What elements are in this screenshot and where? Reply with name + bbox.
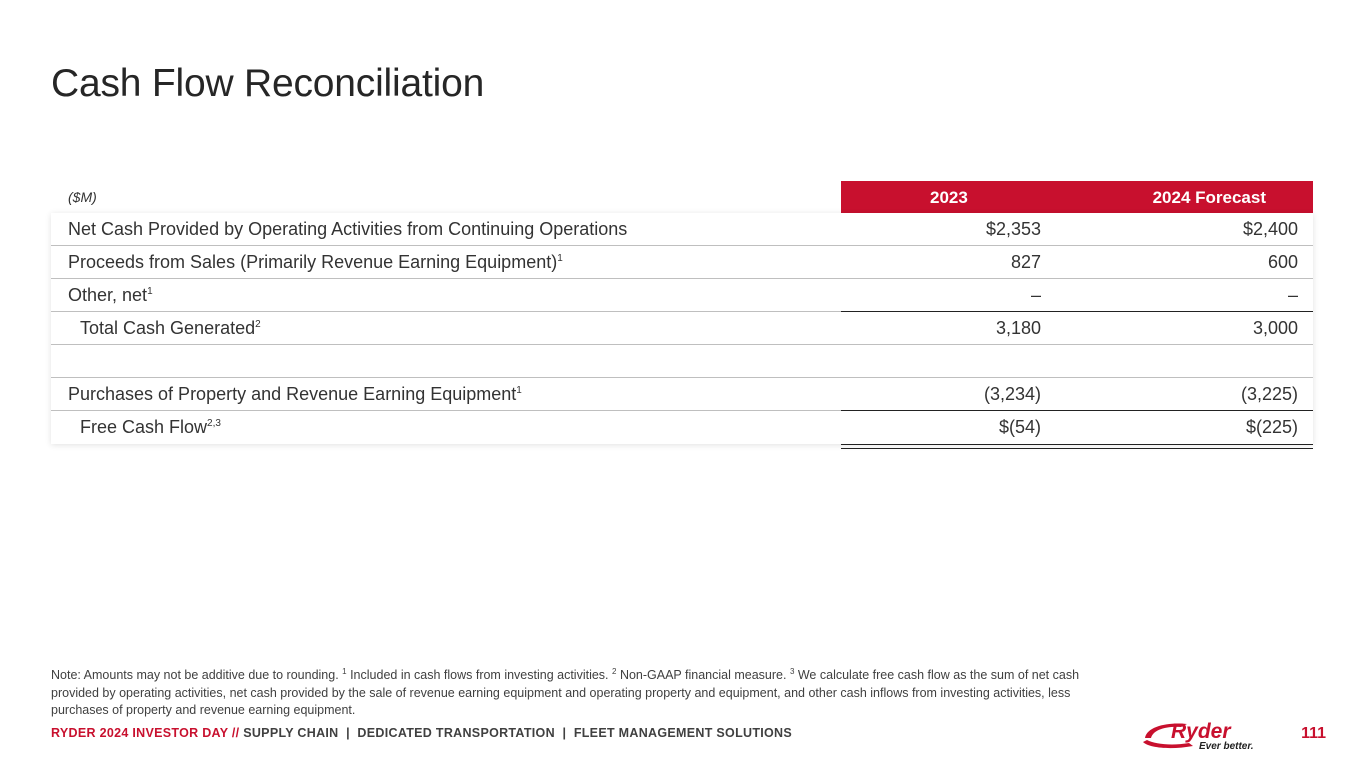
value-2023: – (1030, 285, 1041, 305)
footer-slashes: // (231, 726, 240, 740)
logo-tagline: Ever better. (1199, 741, 1254, 752)
value-2024: $(225) (1245, 417, 1298, 437)
row-label: Purchases of Property and Revenue Earning Equipment$^1$ (68, 384, 522, 404)
table-row (51, 378, 1313, 411)
row-label: Total Cash Generated$^2$ (80, 318, 261, 338)
table-row-total (51, 411, 1313, 444)
footer-brand: RYDER 2024 INVESTOR DAY (51, 726, 229, 740)
row-label: Free Cash Flow$^{2,3}$ (80, 417, 221, 437)
subtotal-rule (841, 311, 1313, 312)
table-row (51, 246, 1313, 279)
footer-divider: | (346, 726, 350, 740)
table-row (51, 213, 1313, 246)
footnote-ref: 2,3 (207, 418, 221, 429)
value-2024: 3,000 (1252, 318, 1298, 338)
logo-wordmark: Ryder (1171, 720, 1231, 743)
table-row-subtotal (51, 312, 1313, 345)
row-label: Net Cash Provided by Operating Activities from Continuing Operations (68, 219, 628, 239)
value-2023: 827 (1010, 252, 1041, 272)
double-underline (841, 444, 1313, 449)
row-label: Proceeds from Sales (Primarily Revenue Earning Equipment)$^1$ (68, 252, 563, 272)
page-title: Cash Flow Reconciliation (51, 62, 485, 105)
column-header-bar (841, 181, 1313, 213)
value-2023: (3,234) (983, 384, 1041, 404)
footnote-ref: 2 (255, 319, 261, 330)
ryder-logo (1141, 716, 1271, 752)
page-number: 111 (1301, 725, 1326, 742)
value-2024: 600 (1267, 252, 1298, 272)
value-2024: $2,400 (1242, 219, 1298, 239)
total-rule (841, 410, 1313, 411)
footer-segment: FLEET MANAGEMENT SOLUTIONS (573, 726, 793, 740)
cash-flow-table (51, 213, 1313, 444)
value-2024: – (1287, 285, 1298, 305)
column-header-2024-forecast: 2024 Forecast (1152, 188, 1266, 207)
table-row-spacer (51, 345, 1313, 378)
footer-segment: SUPPLY CHAIN (243, 726, 339, 740)
footer-segment: DEDICATED TRANSPORTATION (357, 726, 555, 740)
footnote-ref: 1 (516, 385, 522, 396)
footnote-text: Note: Amounts may not be additive due to rounding. $^1$ Included in cash flows from investing activities. $^2$ Non-GAAP financial measure. $^3$ We calculate free cash flow as the sum of net cash provided by operating activities, net cash provided by the sale of revenue earning equipment and operating property and equipment, and other cash inflows from investing activities, less purchases of property and revenue earning equipment. (51, 666, 1080, 717)
value-2023: $(54) (998, 417, 1041, 437)
footnote-ref: 1 (557, 253, 563, 264)
value-2023: 3,180 (995, 318, 1041, 338)
value-2024: (3,225) (1240, 384, 1298, 404)
footnote-ref: 1 (147, 286, 153, 297)
units-label: ($M) (68, 189, 97, 205)
footer-divider: | (562, 726, 567, 740)
table-row (51, 279, 1313, 312)
value-2023: $2,353 (985, 219, 1041, 239)
column-header-2023: 2023 (930, 188, 968, 207)
row-label: Other, net$^1$ (68, 285, 153, 305)
footer-bar (51, 726, 792, 740)
